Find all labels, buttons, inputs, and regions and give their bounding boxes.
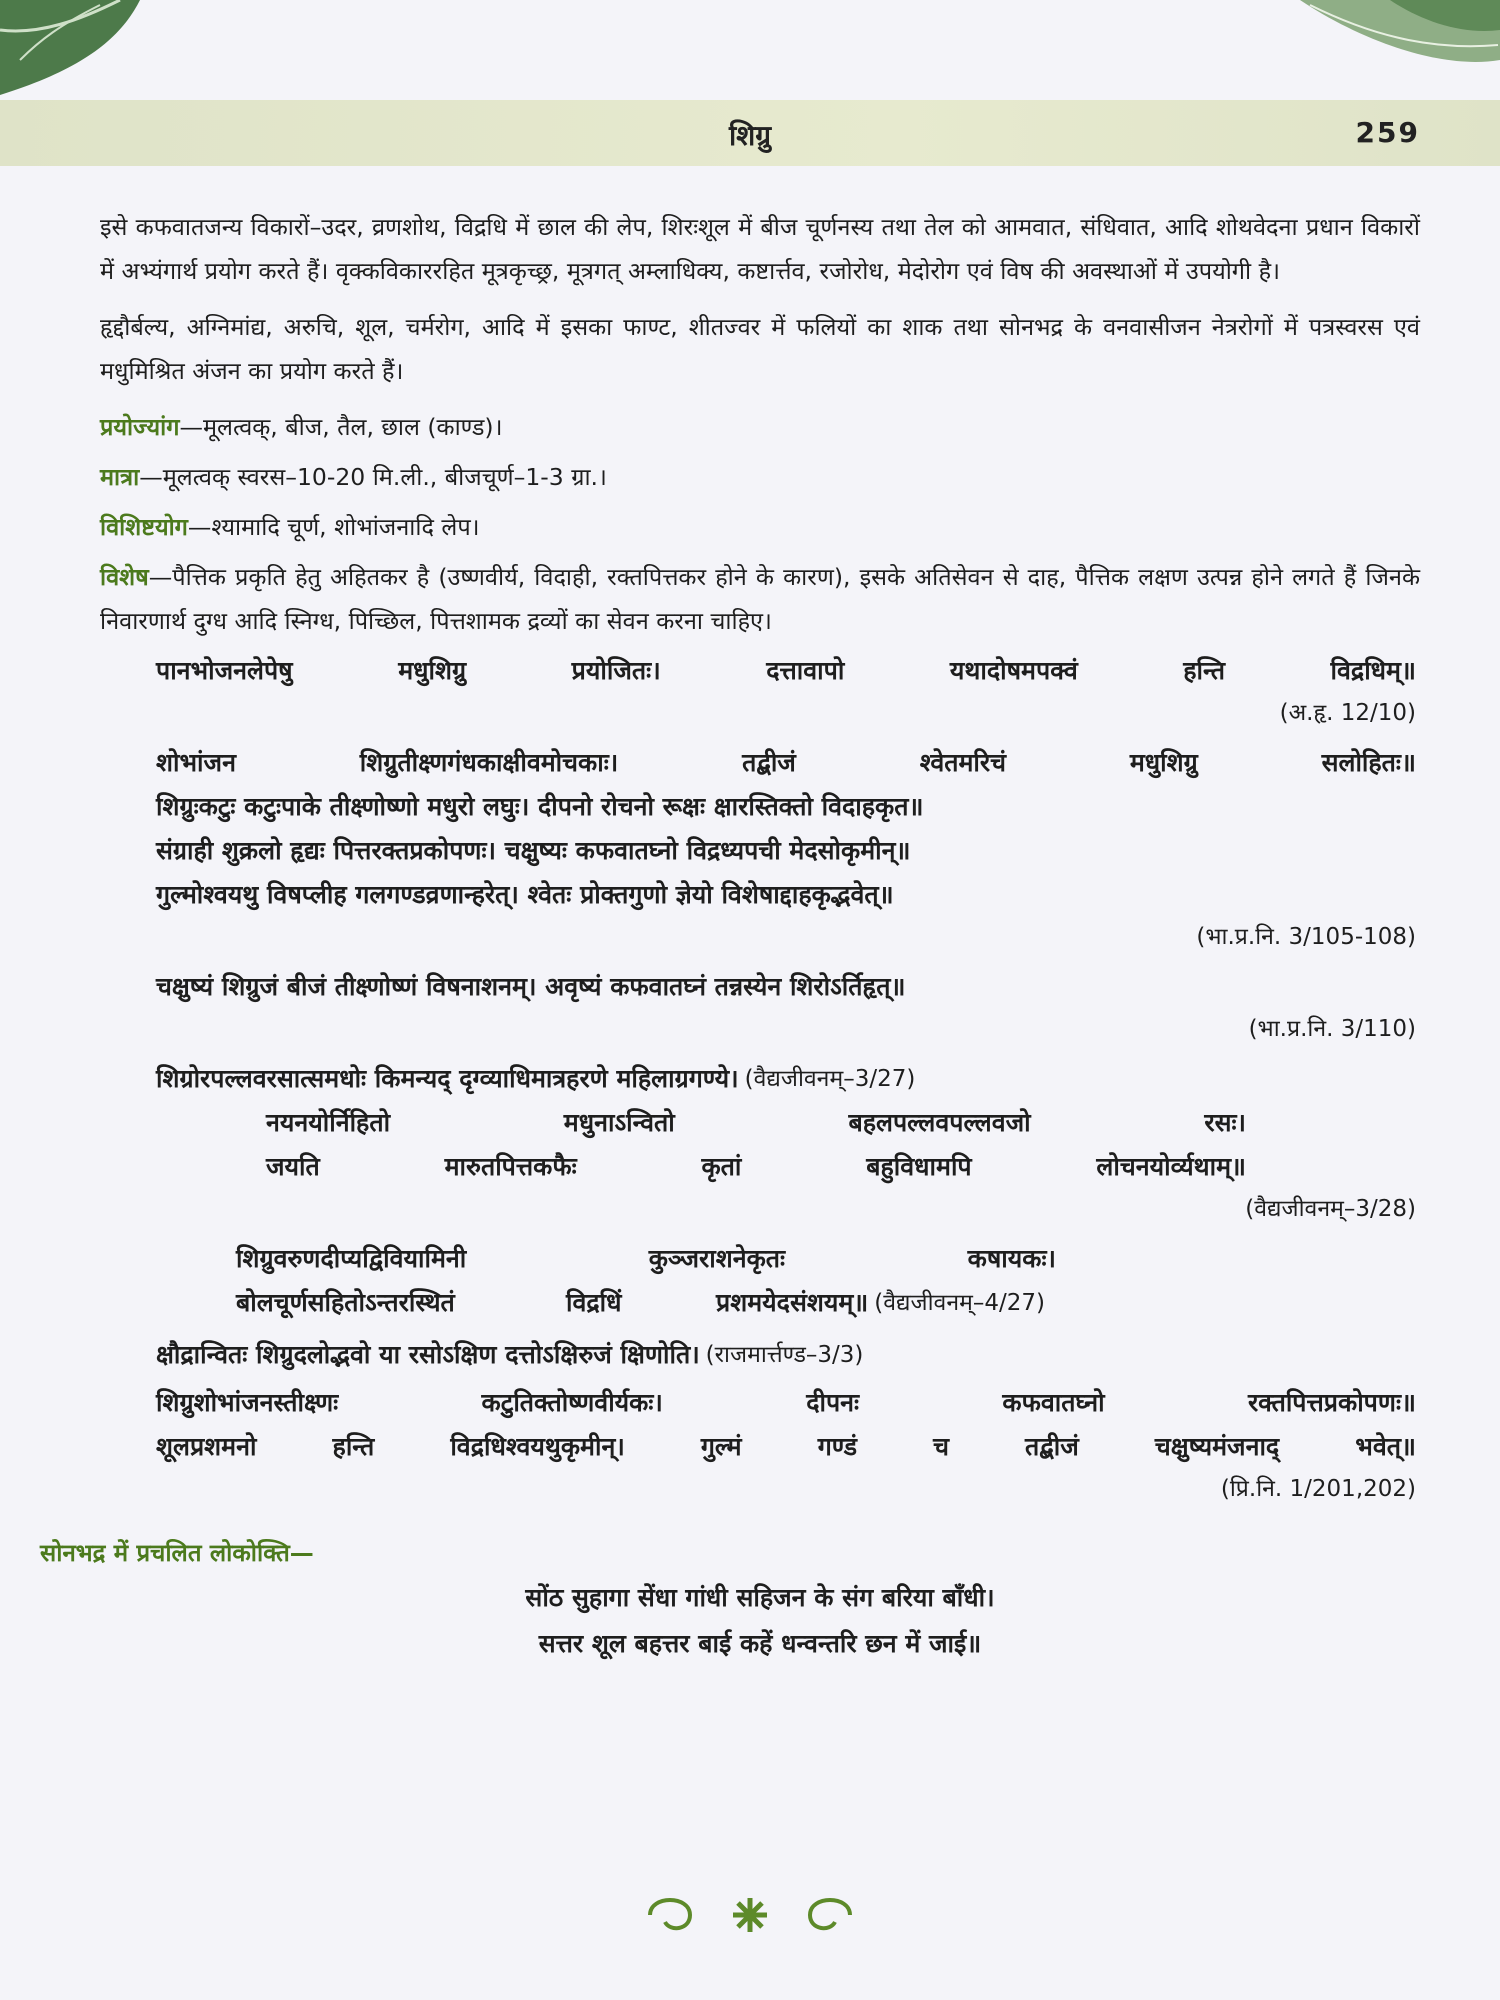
- verse-line: चक्षुष्यं शिग्रुजं बीजं तीक्ष्णोष्णं विषनाशनम्। अवृष्यं कफवातघ्नं तन्नस्येन शिरोऽर्तिहृत्॥: [156, 972, 906, 1001]
- verse-word: प्रशमयेदसंशयम्॥: [716, 1288, 869, 1317]
- verse-word: रसः।: [1204, 1108, 1246, 1137]
- page-number: 259: [1355, 116, 1420, 149]
- verse-line: [156, 1281, 1416, 1325]
- entry-label: विशिष्टयोग: [100, 513, 188, 541]
- verse-word: रक्तपित्तप्रकोपणः॥: [1247, 1388, 1416, 1417]
- verse-word: विद्रधिश्वयथुकृमीन्।: [450, 1432, 625, 1461]
- entry-text: —श्यामादि चूर्ण, शोभांजनादि लेप।: [187, 513, 480, 541]
- verse-word: बहलपल्लवपल्लवजो: [848, 1108, 1031, 1137]
- entry-label: मात्रा: [100, 463, 140, 491]
- entry-label: प्रयोज्यांग: [100, 413, 180, 441]
- verse-word: विद्रधिं: [566, 1288, 622, 1317]
- proverb-line: सोंठ सुहागा सेंधा गांधी सहिजन के संग बरिया बाँधी।: [525, 1583, 995, 1612]
- verse-text: शिग्रोरपल्लवरसात्समधोः किमन्यद् दृग्व्याधिमात्रहरणे महिलाग्रगण्ये।: [156, 1064, 739, 1093]
- verse-reference: (वैद्यजीवनम्–4/27): [874, 1290, 1045, 1316]
- verse-word: जयति: [266, 1152, 320, 1181]
- verse-word: गण्डं: [817, 1432, 858, 1461]
- verse-word: हन्ति: [1183, 656, 1225, 685]
- verse-reference: (वैद्यजीवनम्–3/28): [1245, 1196, 1416, 1222]
- verse-word: कषायकः।: [967, 1244, 1056, 1273]
- verse-text: क्षौद्रान्वितः शिग्रुदलोद्भवो या रसोऽक्षिण दत्तोऽक्षिरुजं क्षिणोति।: [156, 1340, 700, 1369]
- verse-word: शोभांजन: [156, 748, 236, 777]
- verse-reference: (भा.प्र.नि. 3/105-108): [1196, 924, 1416, 950]
- verse-word: श्वेतमरिचं: [919, 748, 1007, 777]
- verse-word: सलोहितः॥: [1321, 748, 1416, 777]
- verse-line: शिग्रुःकटुः कटुःपाके तीक्ष्णोष्णो मधुरो लघुः। दीपनो रोचनो रूक्षः क्षारस्तिक्तो विदाहकृत॥: [156, 792, 924, 821]
- paragraph-1: इसे कफवातजन्य विकारों–उदर, व्रणशोथ, विद्रधि में छाल की लेप, शिरःशूल में बीज चूर्णनस्य तथा तेल को आमवात, संधिवात, आदि शोथवेदना प्रधान विकारों में अभ्यंगार्थ प्रयोग करते हैं। वृक्कविकाररहित मूत्रकृच्छ्र, मूत्रगत् अम्लाधिक्य, कष्टार्त्तव, रजोरोध, मेदोरोग एवं विष की अवस्थाओं में उपयोगी है।: [100, 213, 1420, 285]
- verse-word: कटुतिक्तोष्णवीर्यकः।: [481, 1388, 663, 1417]
- verse-reference: (वैद्यजीवनम्–3/27): [744, 1066, 916, 1092]
- verse-word: हन्ति: [332, 1432, 375, 1461]
- verse-word: गुल्मं: [700, 1432, 742, 1461]
- verse-word: मधुनाऽन्वितो: [563, 1108, 675, 1137]
- verse-line: [156, 1101, 1246, 1145]
- verse-word: शूलप्रशमनो: [156, 1432, 257, 1461]
- verse-word: दत्तावापो: [766, 656, 845, 685]
- verse-line: [156, 1145, 1246, 1189]
- verse-line: [156, 1425, 1416, 1469]
- verse-word: शिग्रुशोभांजनस्तीक्ष्णः: [156, 1388, 339, 1417]
- verse-word: शिग्रुतीक्ष्णगंधकाक्षीवमोचकाः।: [359, 748, 619, 777]
- proverb-line: सत्तर शूल बहत्तर बाई कहें धन्वन्तरि छन में जाई॥: [538, 1629, 982, 1658]
- verse-word: पानभोजनलेपेषु: [156, 656, 293, 685]
- verse-word: मधुशिग्रु: [398, 656, 467, 685]
- verse-line: [156, 741, 1416, 785]
- entry-matra: [100, 455, 1420, 499]
- verse-reference: (अ.हृ. 12/10): [1279, 700, 1416, 726]
- verse-line: [156, 649, 1416, 693]
- leaf-decoration-right-icon: [1240, 0, 1500, 80]
- entry-vishesh: [100, 555, 1420, 643]
- verse-word: कुञ्जराशनेकृतः: [648, 1244, 786, 1273]
- entry-vishishtayog: [100, 505, 1420, 549]
- verse-word: विद्रधिम्॥: [1330, 656, 1416, 685]
- verse-word: दीपनः: [806, 1388, 860, 1417]
- proverb-heading: सोनभद्र में प्रचलित लोकोक्ति—: [40, 1539, 314, 1567]
- verse-line: संग्राही शुक्रलो हृद्यः पित्तरक्तप्रकोपणः। चक्षुष्यः कफवातघ्नो विद्रध्यपची मेदसोकृमीन्॥: [156, 836, 911, 865]
- verse-reference: (राजमार्त्तण्ड–3/3): [705, 1342, 864, 1368]
- verse-word: कफवातघ्नो: [1002, 1388, 1105, 1417]
- verse-reference: (भा.प्र.नि. 3/110): [1248, 1016, 1416, 1042]
- verse-line: [156, 1237, 1056, 1281]
- verse-block: [156, 649, 1416, 1509]
- verse-word: भवेत्॥: [1355, 1432, 1416, 1461]
- entry-label: विशेष: [100, 563, 149, 591]
- verse-word: लोचनयोर्व्यथाम्॥: [1096, 1152, 1246, 1181]
- verse-line: [156, 1333, 1416, 1377]
- paragraph-2: हृद्दौर्बल्य, अग्निमांद्य, अरुचि, शूल, चर्मरोग, आदि में इसका फाण्ट, शीतज्वर में फलियों का शाक तथा सोनभद्र के वनवासीजन नेत्ररोगों में पत्रस्वरस एवं मधुमिश्रित अंजन का प्रयोग करते हैं।: [100, 313, 1420, 385]
- verse-line: [156, 1057, 1416, 1101]
- verse-word: मधुशिग्रु: [1129, 748, 1198, 777]
- entry-text: —मूलत्वक् स्वरस–10-20 मि.ली., बीजचूर्ण–1-3 ग्रा.।: [139, 463, 607, 491]
- verse-word: यथादोषमपक्वं: [949, 656, 1078, 685]
- verse-word: नयनयोर्निहितो: [266, 1108, 391, 1137]
- leaf-decoration-left-icon: [0, 0, 160, 100]
- verse-word: प्रयोजितः।: [571, 656, 661, 685]
- verse-word: बहुविधामपि: [866, 1152, 972, 1181]
- verse-word: शिग्रुवरुणदीप्यद्विवियामिनी: [236, 1244, 467, 1273]
- page-content: [40, 205, 1420, 1667]
- ornament-icon: [0, 1890, 1500, 1940]
- verse-line: गुल्मोश्वयथु विषप्लीह गलगण्डव्रणान्हरेत्। श्वेतः प्रोक्तगुणो ज्ञेयो विशेषाद्दाहकृद्भवेत्॥: [156, 880, 894, 909]
- verse-reference: (प्रि.नि. 1/201,202): [1220, 1476, 1416, 1502]
- verse-word: तद्बीजं: [1025, 1432, 1079, 1461]
- verse-word: मारुतपित्तकफैः: [444, 1152, 577, 1181]
- verse-line: [156, 1381, 1416, 1425]
- entry-prayojyang: [100, 405, 1420, 449]
- entry-text: —मूलत्वक्, बीज, तैल, छाल (काण्ड)।: [179, 413, 503, 441]
- verse-word: चक्षुष्यमंजनाद्: [1154, 1432, 1280, 1461]
- page-title: शिग्रु: [728, 119, 772, 152]
- entry-text: —पैत्तिक प्रकृति हेतु अहितकर है (उष्णवीर्य, विदाही, रक्तपित्तकर होने के कारण), इसके अतिसेवन से दाह, पैत्तिक लक्षण उत्पन्न होने लगते हैं जिनके निवारणार्थ दुग्ध आदि स्निग्ध, पिच्छिल, पित्तशामक द्रव्यों का सेवन करना चाहिए।: [100, 563, 1420, 635]
- verse-word: तद्बीजं: [742, 748, 796, 777]
- verse-word: बोलचूर्णसहितोऽन्तरस्थितं: [236, 1288, 455, 1317]
- verse-word: कृतां: [701, 1152, 742, 1181]
- verse-word: च: [933, 1432, 949, 1461]
